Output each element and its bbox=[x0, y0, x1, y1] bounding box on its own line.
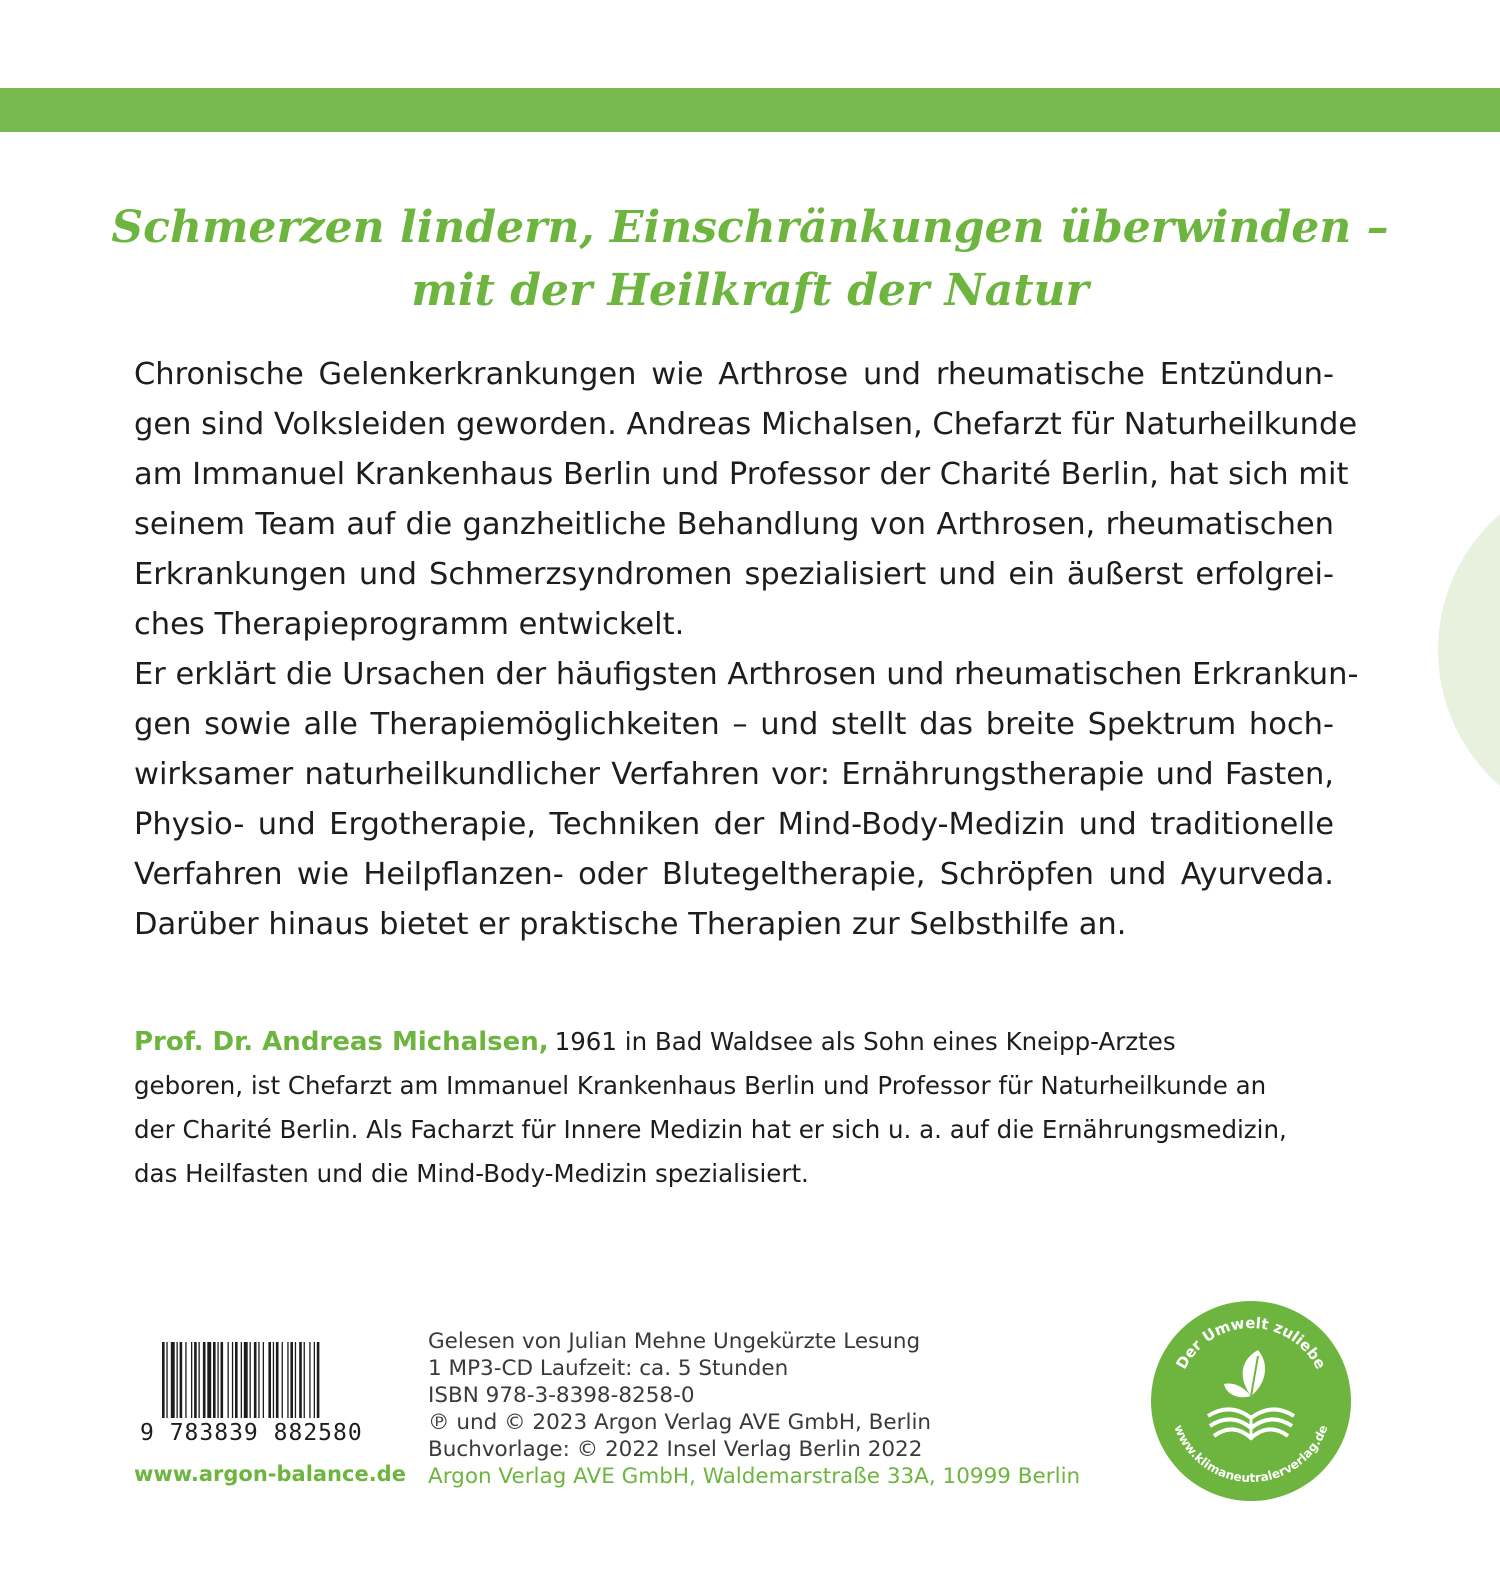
barcode-digits: 9 783839 882580 bbox=[140, 1420, 363, 1446]
barcode-bar bbox=[263, 1342, 264, 1418]
badge-top-text: Der Umwelt zuliebe bbox=[1172, 1313, 1330, 1373]
barcode-bar bbox=[213, 1342, 216, 1418]
barcode-bar bbox=[287, 1342, 288, 1418]
barcode-bar bbox=[295, 1342, 296, 1418]
description-line: Physio- und Ergotherapie, Techniken der Mind-Body-Medizin und traditionelle bbox=[134, 807, 1334, 842]
barcode-bar bbox=[258, 1342, 259, 1418]
author-name: Prof. Dr. Andreas Michalsen, bbox=[134, 1027, 549, 1057]
barcode-bar bbox=[162, 1342, 165, 1418]
description-line: Erkrankungen und Schmerzsyndromen spezialisiert und ein äußerst erfolgrei- bbox=[134, 557, 1334, 592]
bio-line: geboren, ist Chefarzt am Immanuel Krankenhaus Berlin und Professor für Naturheilkunde an bbox=[134, 1071, 1267, 1100]
website-link[interactable]: www.argon-balance.de bbox=[134, 1462, 406, 1486]
description-line: am Immanuel Krankenhaus Berlin und Professor der Charité Berlin, hat sich mit bbox=[134, 457, 1349, 492]
barcode-bar bbox=[217, 1342, 218, 1418]
headline-line-2: mit der Heilkraft der Natur bbox=[411, 265, 1089, 316]
barcode bbox=[136, 1342, 390, 1422]
barcode-bar bbox=[244, 1342, 248, 1418]
author-bio bbox=[134, 1020, 1334, 1196]
barcode-bar bbox=[254, 1342, 257, 1418]
barcode-bar bbox=[221, 1342, 224, 1418]
description-line: gen sowie alle Therapiemöglichkeiten – und stellt das breite Spektrum hoch- bbox=[134, 707, 1334, 742]
barcode-bar bbox=[299, 1342, 302, 1418]
barcode-bar bbox=[309, 1342, 310, 1418]
description-line: gen sind Volksleiden geworden. Andreas Michalsen, Chefarzt für Naturheilkunde bbox=[134, 407, 1358, 442]
climate-neutral-badge bbox=[1148, 1298, 1354, 1504]
barcode-bar bbox=[317, 1342, 320, 1418]
barcode-bar bbox=[314, 1342, 315, 1418]
barcode-bar bbox=[194, 1342, 197, 1418]
decorative-circle bbox=[1438, 470, 1500, 830]
headline bbox=[60, 196, 1440, 322]
barcode-bar bbox=[180, 1342, 183, 1418]
description-line: Verfahren wie Heilpflanzen- oder Blutegeltherapie, Schröpfen und Ayurveda. bbox=[134, 857, 1334, 892]
credits-line: Buchvorlage: © 2022 Insel Verlag Berlin 2022 bbox=[428, 1437, 923, 1462]
bio-line bbox=[134, 1020, 1334, 1064]
barcode-bar bbox=[191, 1342, 192, 1418]
barcode-bar bbox=[203, 1342, 206, 1418]
description-line: Er erklärt die Ursachen der häufigsten Arthrosen und rheumatischen Erkrankun- bbox=[134, 657, 1359, 692]
barcode-bar bbox=[166, 1342, 167, 1418]
barcode-bar bbox=[199, 1342, 200, 1418]
credits-line: ℗ und © 2023 Argon Verlag AVE GmbH, Berlin bbox=[428, 1410, 932, 1435]
description-line: seinem Team auf die ganzheitliche Behandlung von Arthrosen, rheumatischen bbox=[134, 507, 1334, 542]
barcode-bar bbox=[185, 1342, 186, 1418]
credits-line: Gelesen von Julian Mehne Ungekürzte Lesung bbox=[428, 1329, 921, 1354]
barcode-bar bbox=[290, 1342, 293, 1418]
credits-line: 1 MP3-CD Laufzeit: ca. 5 Stunden bbox=[428, 1356, 789, 1381]
barcode-bar bbox=[177, 1342, 178, 1418]
barcode-bar bbox=[304, 1342, 305, 1418]
bio-line: der Charité Berlin. Als Facharzt für Innere Medizin hat er sich u. a. auf die Ernährungsmedizin, bbox=[134, 1115, 1287, 1144]
barcode-bar bbox=[235, 1342, 238, 1418]
barcode-bar bbox=[276, 1342, 279, 1418]
bio-line: das Heilfasten und die Mind-Body-Medizin spezialisiert. bbox=[134, 1159, 809, 1188]
headline-line-1: Schmerzen lindern, Einschränkungen überwinden – bbox=[111, 202, 1389, 253]
badge-bottom-text: www.klimaneutralerverlag.de bbox=[1171, 1422, 1331, 1486]
description-line: ches Therapieprogramm entwickelt. bbox=[134, 607, 685, 642]
bio-line-1-text: 1961 in Bad Waldsee als Sohn eines Kneipp-Arztes bbox=[554, 1027, 1176, 1056]
top-green-bar bbox=[0, 88, 1500, 132]
description-line: Darüber hinaus bietet er praktische Therapien zur Selbsthilfe an. bbox=[134, 907, 1127, 942]
barcode-bar bbox=[282, 1342, 283, 1418]
publisher-address: Argon Verlag AVE GmbH, Waldemarstraße 33A, 10999 Berlin bbox=[428, 1464, 1081, 1489]
barcode-bar bbox=[228, 1342, 229, 1418]
barcode-bar bbox=[241, 1342, 242, 1418]
barcode-bar bbox=[232, 1342, 233, 1418]
description-line: wirksamer naturheilkundlicher Verfahren vor: Ernährungstherapie und Fasten, bbox=[134, 757, 1334, 792]
barcode-bar bbox=[268, 1342, 271, 1418]
production-credits bbox=[428, 1328, 1080, 1490]
description-line: Chronische Gelenkerkrankungen wie Arthrose und rheumatische Entzündun- bbox=[134, 357, 1334, 392]
barcode-bar bbox=[207, 1342, 211, 1418]
barcode-bar bbox=[273, 1342, 274, 1418]
barcode-bar bbox=[171, 1342, 175, 1418]
isbn: ISBN 978-3-8398-8258-0 bbox=[428, 1383, 695, 1408]
description-text bbox=[134, 350, 1359, 950]
barcode-bar bbox=[250, 1342, 251, 1418]
